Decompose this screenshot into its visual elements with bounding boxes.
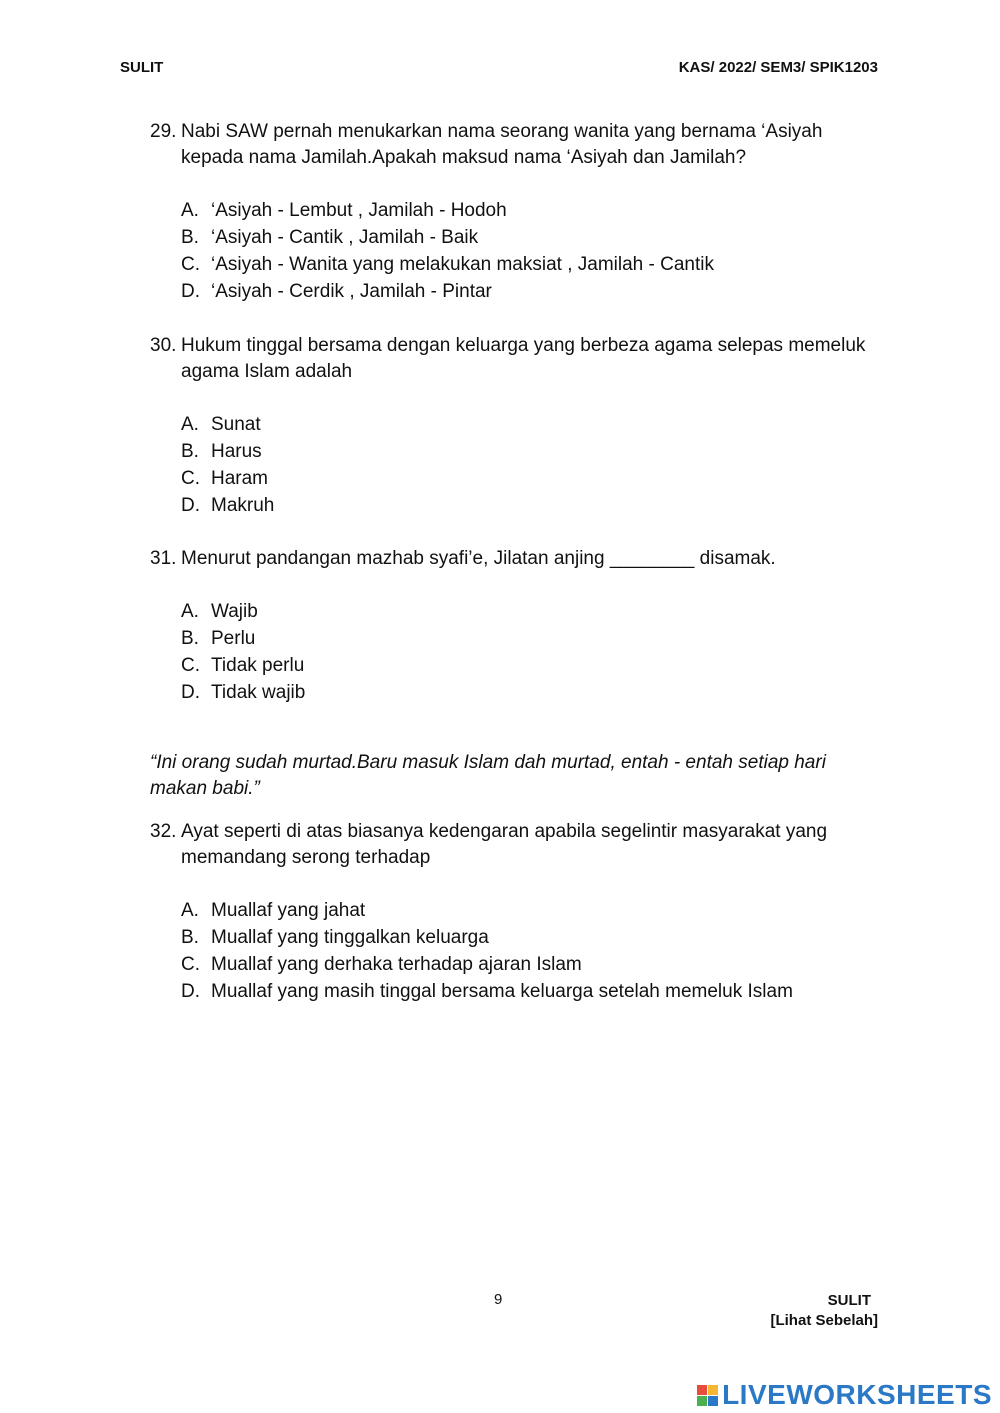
option-c[interactable]	[181, 465, 880, 492]
option-letter: B.	[181, 628, 199, 649]
option-letter: D.	[181, 682, 200, 703]
quote-text: “Ini orang sudah murtad.Baru masuk Islam dah murtad, entah - entah setiap hari makan babi.”	[150, 752, 826, 799]
option-text: Haram	[211, 468, 269, 489]
logo-square	[697, 1396, 707, 1406]
option-a[interactable]	[181, 897, 880, 924]
logo-square	[697, 1385, 707, 1395]
question-text: Ayat seperti di atas biasanya kedengaran apabila segelintir masyarakat yang memandang serong terhadap	[181, 821, 828, 868]
option-text: Makruh	[211, 495, 275, 516]
question-text: Hukum tinggal bersama dengan keluarga yang berbeza agama selepas memeluk agama Islam adalah	[181, 335, 866, 382]
option-letter: A.	[181, 601, 199, 622]
option-c[interactable]	[181, 251, 880, 278]
options-list	[181, 197, 880, 305]
option-text: Tidak perlu	[211, 655, 305, 676]
header-right: KAS/ 2022/ SEM3/ SPIK1203	[678, 59, 878, 76]
option-letter: A.	[181, 200, 199, 221]
question-number: 30.	[150, 335, 177, 356]
option-letter: C.	[181, 254, 200, 275]
option-text: Muallaf yang derhaka terhadap ajaran Islam	[211, 954, 582, 975]
question-text: Menurut pandangan mazhab syafi’e, Jilatan anjing ________ disamak.	[181, 548, 776, 569]
option-text: Wajib	[211, 601, 258, 622]
option-b[interactable]	[181, 438, 880, 465]
logo-square	[708, 1385, 718, 1395]
brand-text: LIVEWORKSHEETS	[722, 1379, 992, 1410]
option-text: Tidak wajib	[211, 682, 306, 703]
option-text: Muallaf yang masih tinggal bersama keluarga setelah memeluk Islam	[211, 981, 793, 1002]
question-number: 32.	[150, 821, 177, 842]
option-letter: C.	[181, 655, 200, 676]
option-letter: A.	[181, 414, 199, 435]
page-number: 9	[494, 1291, 503, 1308]
option-letter: A.	[181, 900, 199, 921]
options-list	[181, 598, 880, 706]
question-29	[150, 119, 880, 305]
header-left: SULIT	[120, 59, 164, 76]
option-letter: B.	[181, 927, 199, 948]
option-d[interactable]	[181, 278, 880, 305]
question-number: 29.	[150, 121, 177, 142]
option-letter: D.	[181, 281, 200, 302]
option-text: ‘Asiyah - Wanita yang melakukan maksiat , Jamilah - Cantik	[211, 254, 714, 275]
option-d[interactable]	[181, 679, 880, 706]
option-text: ‘Asiyah - Cantik , Jamilah - Baik	[211, 227, 479, 248]
option-d[interactable]	[181, 978, 880, 1005]
question-30	[150, 333, 880, 519]
option-c[interactable]	[181, 951, 880, 978]
liveworksheets-logo-icon	[697, 1385, 718, 1406]
logo-square	[708, 1396, 718, 1406]
option-letter: D.	[181, 495, 200, 516]
option-text: Perlu	[211, 628, 256, 649]
option-b[interactable]	[181, 224, 880, 251]
options-list	[181, 411, 880, 519]
option-letter: D.	[181, 981, 200, 1002]
option-text: Muallaf yang jahat	[211, 900, 366, 921]
option-b[interactable]	[181, 625, 880, 652]
question-text: Nabi SAW pernah menukarkan nama seorang wanita yang bernama ‘Asiyah kepada nama Jamilah.Apakah maksud nama ‘Asiyah dan Jamilah?	[181, 121, 823, 168]
option-letter: B.	[181, 227, 199, 248]
option-a[interactable]	[181, 197, 880, 224]
option-b[interactable]	[181, 924, 880, 951]
option-letter: B.	[181, 441, 199, 462]
option-text: Sunat	[211, 414, 261, 435]
option-d[interactable]	[181, 492, 880, 519]
footer-note: [Lihat Sebelah]	[770, 1312, 878, 1329]
option-text: ‘Asiyah - Cerdik , Jamilah - Pintar	[211, 281, 492, 302]
question-31	[150, 546, 880, 706]
option-c[interactable]	[181, 652, 880, 679]
options-list	[181, 897, 880, 1005]
option-a[interactable]	[181, 411, 880, 438]
option-text: Harus	[211, 441, 262, 462]
liveworksheets-brand[interactable]	[697, 1379, 992, 1411]
question-number: 31.	[150, 548, 177, 569]
footer-label: SULIT	[827, 1292, 871, 1309]
option-a[interactable]	[181, 598, 880, 625]
option-letter: C.	[181, 468, 200, 489]
option-text: ‘Asiyah - Lembut , Jamilah - Hodoh	[211, 200, 507, 221]
option-text: Muallaf yang tinggalkan keluarga	[211, 927, 489, 948]
question-32	[150, 819, 880, 1005]
option-letter: C.	[181, 954, 200, 975]
